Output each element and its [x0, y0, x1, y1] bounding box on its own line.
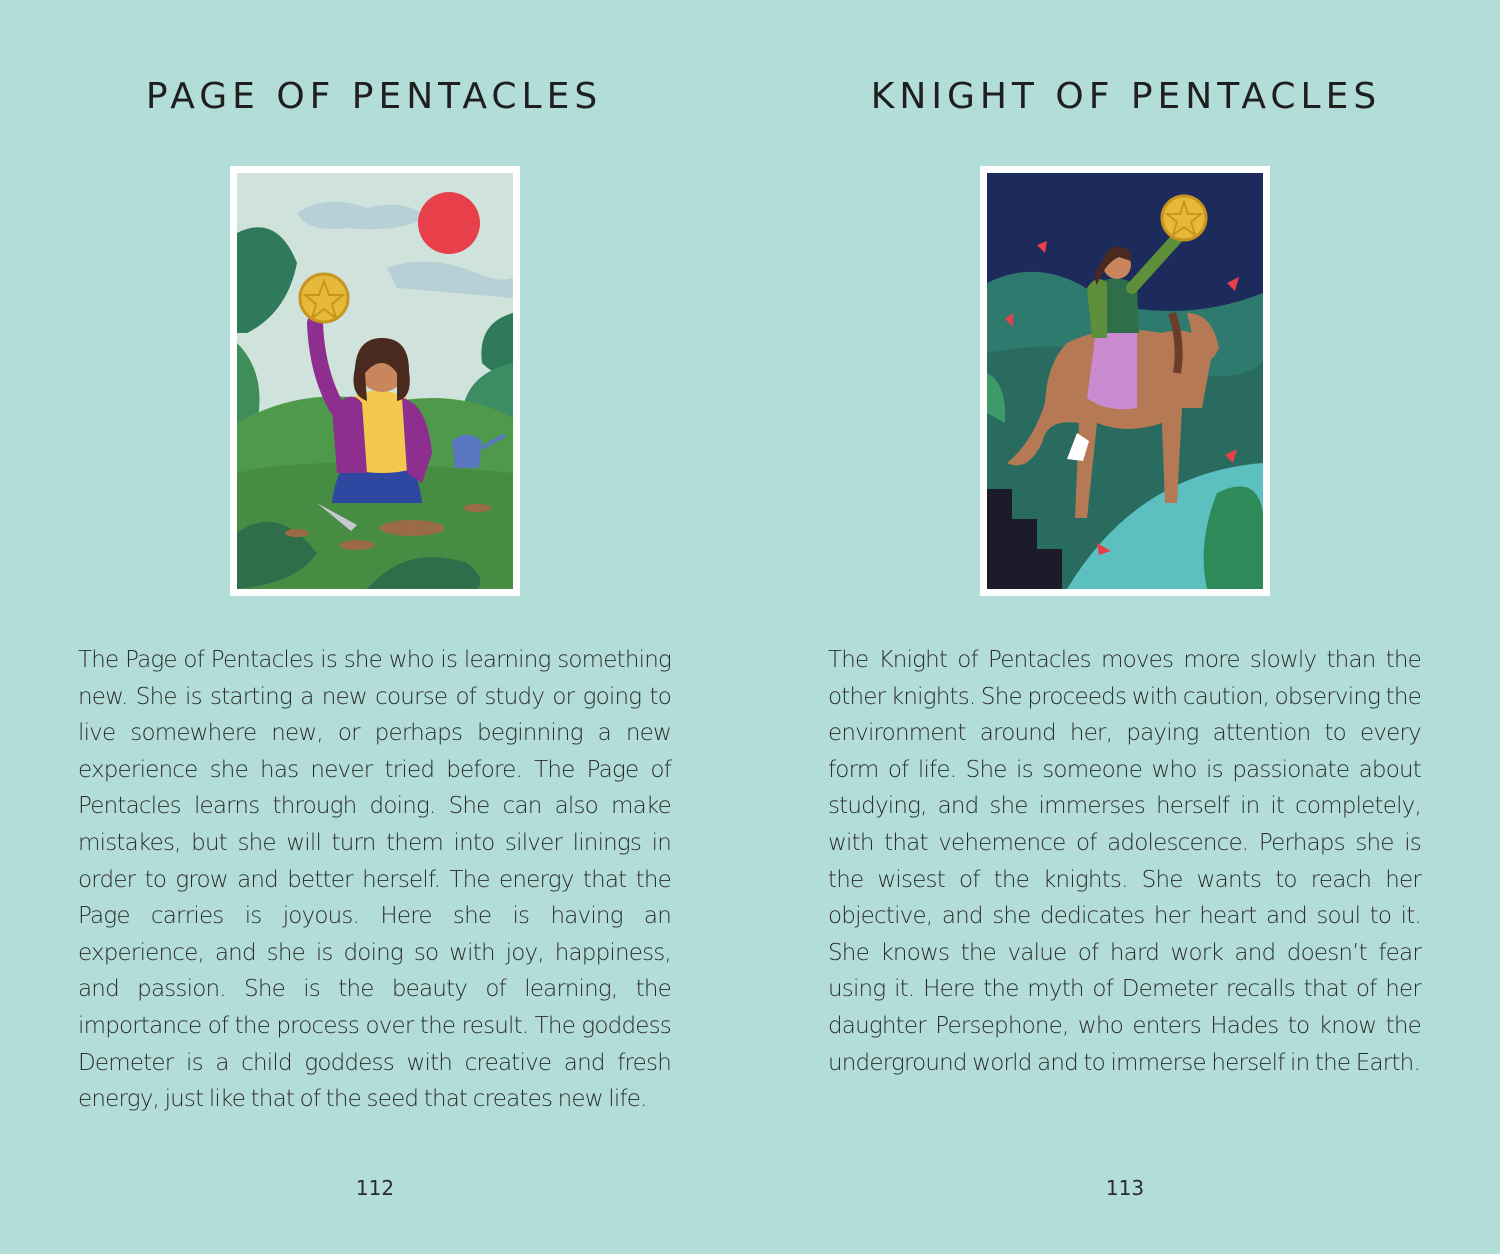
soil-mound — [339, 540, 375, 550]
page-of-pentacles-illustration — [237, 173, 513, 589]
knight-of-pentacles-illustration — [987, 173, 1263, 589]
soil-mound — [285, 529, 309, 537]
card-description-left: The Page of Pentacles is she who is learning something new. She is starting a new course of study or going to live somewhere new, or perhaps beginning a new experience she has never tried before. The Page of Pentacles learns through doing. She can also make mistakes, but she will turn them into silver linings in order to grow and better herself. The energy that the Page carries is joyous. Here she is having an experience, and she is doing so with joy, happiness, and passion. She is the beauty of learning, the importance of the process over the result. The goddess Demeter is a child goddess with creative and fresh energy, just like that of the seed that creates new life. — [78, 647, 671, 1113]
sun-icon — [418, 192, 480, 254]
soil-mound — [463, 504, 491, 512]
right-page — [750, 0, 1500, 1254]
page-number-left: 112 — [355, 1176, 395, 1200]
soil-hole — [380, 520, 444, 536]
watering-can-icon — [452, 435, 482, 469]
card-description-right: The Knight of Pentacles moves more slowly than the other knights. She proceeds with caution, observing the environment around her, paying attention to every form of life. She is someone who is passionate about studying, and she immerses herself in it completely, with that vehemence of adolescence. Perhaps she is the wisest of the knights. She wants to reach her objective, and she dedicates her heart and soul to it. She knows the value of hard work and doesn’t fear using it. Here the myth of Demeter recalls that of her daughter Persephone, who enters Hades to know the underground world and to immerse herself in the Earth. — [828, 647, 1421, 1076]
page-title-left: PAGE OF PENTACLES — [145, 76, 603, 117]
page-number-right: 113 — [1105, 1176, 1145, 1200]
page-title-right: KNIGHT OF PENTACLES — [870, 76, 1382, 117]
tarot-card-knight-of-pentacles — [980, 166, 1270, 596]
tarot-card-page-of-pentacles — [230, 166, 520, 596]
